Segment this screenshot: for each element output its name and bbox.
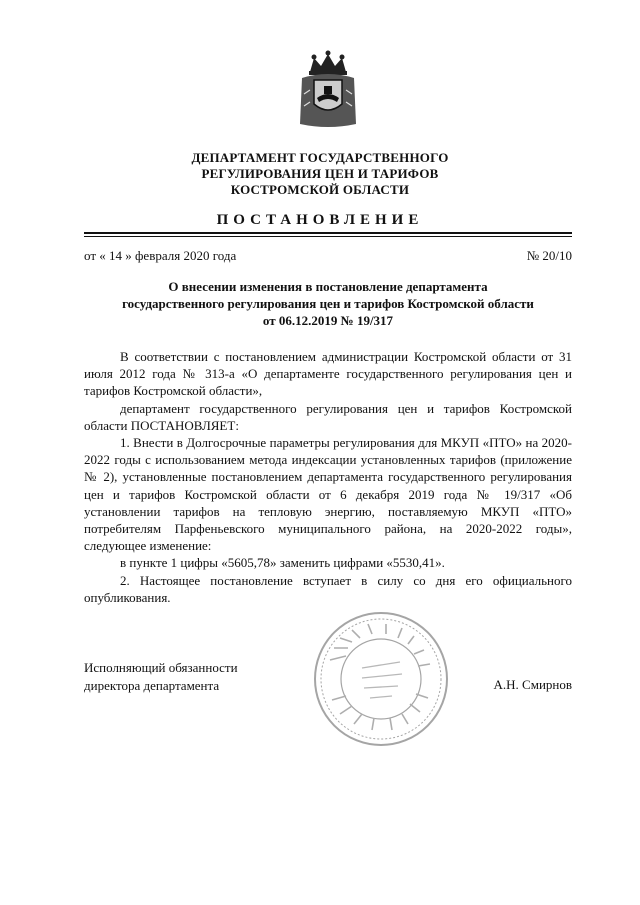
body-paragraph-basis: В соответствии с постановлением администрации Костромской области от 31 июля 2012 года № 313-а «О департаменте государственного регулирования цен и тарифов Костромской области», <box>84 349 572 399</box>
body-paragraph-item1: 1. Внести в Долгосрочные параметры регулирования для МКУП «ПТО» на 2020-2022 годы с использованием метода индексации установленных тарифов (приложение № 2), установленные постановлением департамента государственного регулирования цен и тарифов Костромской области от 6 декабря 2019 года № 19/317 «Об установлении тарифов на тепловую энергию, поставляемую МКУП «ПТО» потребителям Парфеньевского муниципального района, на 2020-2022 годы», следующее изменение: <box>84 435 572 554</box>
document-date: от « 14 » февраля 2020 года <box>84 248 237 263</box>
document-type-title: ПОСТАНОВЛЕНИЕ <box>216 212 424 228</box>
subject-line3: от 06.12.2019 № 19/317 <box>262 313 394 328</box>
official-seal-icon <box>310 608 452 750</box>
document-subject <box>84 278 572 329</box>
header-divider-thick <box>84 232 572 234</box>
signatory-name: А.Н. Смирнов <box>493 677 572 692</box>
header-divider-thin <box>84 236 572 237</box>
signatory-position <box>84 659 238 694</box>
document-number: № 20/10 <box>526 248 572 263</box>
coat-of-arms-icon <box>296 50 360 130</box>
org-name-line2: РЕГУЛИРОВАНИЯ ЦЕН И ТАРИФОВ <box>201 166 439 181</box>
org-name-line1: ДЕПАРТАМЕНТ ГОСУДАРСТВЕННОГО <box>191 150 449 165</box>
subject-line1: О внесении изменения в постановление департамента <box>168 279 488 294</box>
body-paragraph-change: в пункте 1 цифры «5605,78» заменить цифрами «5530,41». <box>120 555 445 571</box>
org-name-line3: КОСТРОМСКОЙ ОБЛАСТИ <box>230 182 410 197</box>
document-body <box>84 348 572 606</box>
signatory-position-line2: директора департамента <box>84 677 220 693</box>
subject-line2: государственного регулирования цен и тарифов Костромской области <box>122 296 534 311</box>
body-paragraph-item2: 2. Настоящее постановление вступает в силу со дня его официального опубликования. <box>84 572 572 605</box>
body-paragraph-resolves: департамент государственного регулирования цен и тарифов Костромской области ПОСТАНОВЛЯЕТ: <box>84 400 572 433</box>
signatory-position-line1: Исполняющий обязанности <box>84 660 238 675</box>
